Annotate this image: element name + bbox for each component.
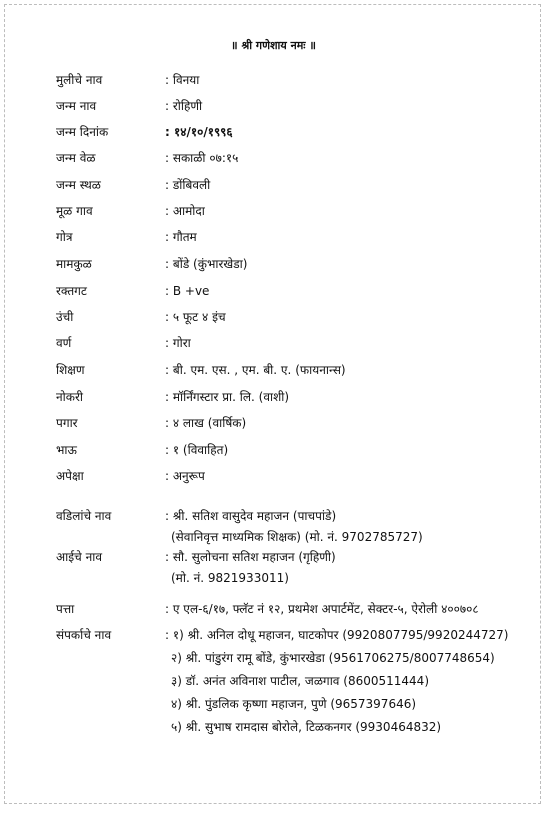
field-label: पगार (56, 416, 78, 430)
field-value: : डोंबिवली (165, 178, 211, 192)
field-label: शिक्षण (56, 363, 85, 377)
page-title: ॥ श्री गणेशाय नमः ॥ (231, 39, 316, 52)
contact-item: २) श्री. पांडुरंग रामू बोंडे, कुंभारखेडा (9561706275/8007748654) (171, 651, 495, 665)
field-label: नोकरी (56, 390, 84, 404)
field-value: : विनया (165, 73, 200, 87)
field-label: वडिलांचे नाव (56, 509, 112, 523)
field-label: आईचे नाव (56, 550, 103, 564)
field-label: जन्म दिनांक (56, 125, 109, 139)
field-label: जन्म वेळ (56, 151, 96, 165)
field-label: अपेक्षा (56, 469, 84, 483)
field-label: जन्म नाव (56, 99, 97, 113)
field-label: वर्ण (56, 336, 72, 350)
contact-item: ५) श्री. सुभाष रामदास बोरोले, टिळकनगर (9930464832) (171, 720, 442, 734)
field-label: जन्म स्थळ (56, 178, 101, 192)
field-value: : अनुरूप (165, 469, 205, 483)
field-label: मूळ गाव (56, 204, 93, 218)
field-label: गोत्र (56, 230, 73, 244)
field-label: संपर्काचे नाव (56, 628, 112, 642)
field-value: : सकाळी ०७:१५ (165, 151, 239, 165)
field-value: : गोरा (165, 336, 191, 350)
field-value: : ४ लाख (वार्षिक) (165, 416, 247, 430)
field-value: : B +ve (165, 284, 210, 298)
field-label: पत्ता (56, 602, 75, 616)
contact-item: ४) श्री. पुंडलिक कृष्णा महाजन, पुणे (9657397646) (171, 697, 417, 711)
field-value: : १४/१०/१९९६ (165, 125, 233, 139)
field-value: : १ (विवाहित) (165, 443, 229, 457)
contact-item: : १) श्री. अनिल दोधू महाजन, घाटकोपर (9920807795/9920244727) (165, 628, 509, 642)
field-value: : रोहिणी (165, 99, 203, 113)
field-value: : गौतम (165, 230, 197, 244)
field-value: : बोंडे (कुंभारखेडा) (165, 257, 248, 271)
field-label: रक्तगट (56, 284, 87, 298)
field-value-continued: (सेवानिवृत्त माध्यमिक शिक्षक) (मो. नं. 9702785727) (171, 530, 423, 544)
field-label: मामकुळ (56, 257, 92, 271)
field-value: : श्री. सतिश वासुदेव महाजन (पाचपांडे) (165, 509, 337, 523)
field-value: : सौ. सुलोचना सतिश महाजन (गृहिणी) (165, 550, 336, 564)
field-value: : ए एल-६/१७, फ्लॅट नं १२, प्रथमेश अपार्टमेंट, सेक्टर-५, ऐरोली ४००७०८ (165, 602, 479, 616)
field-value: : ५ फूट ४ इंच (165, 310, 226, 324)
field-label: मुलीचे नाव (56, 73, 103, 87)
field-label: भाऊ (56, 443, 77, 457)
field-label: उंची (56, 310, 74, 324)
field-value: : आमोदा (165, 204, 205, 218)
field-value: : मॉर्निंगस्टार प्रा. लि. (वाशी) (165, 390, 290, 404)
field-value-continued: (मो. नं. 9821933011) (171, 571, 289, 585)
field-value: : बी. एम. एस. , एम. बी. ए. (फायनान्स) (165, 363, 346, 377)
contact-item: ३) डॉ. अनंत अविनाश पाटील, जळगाव (8600511444) (171, 674, 429, 688)
